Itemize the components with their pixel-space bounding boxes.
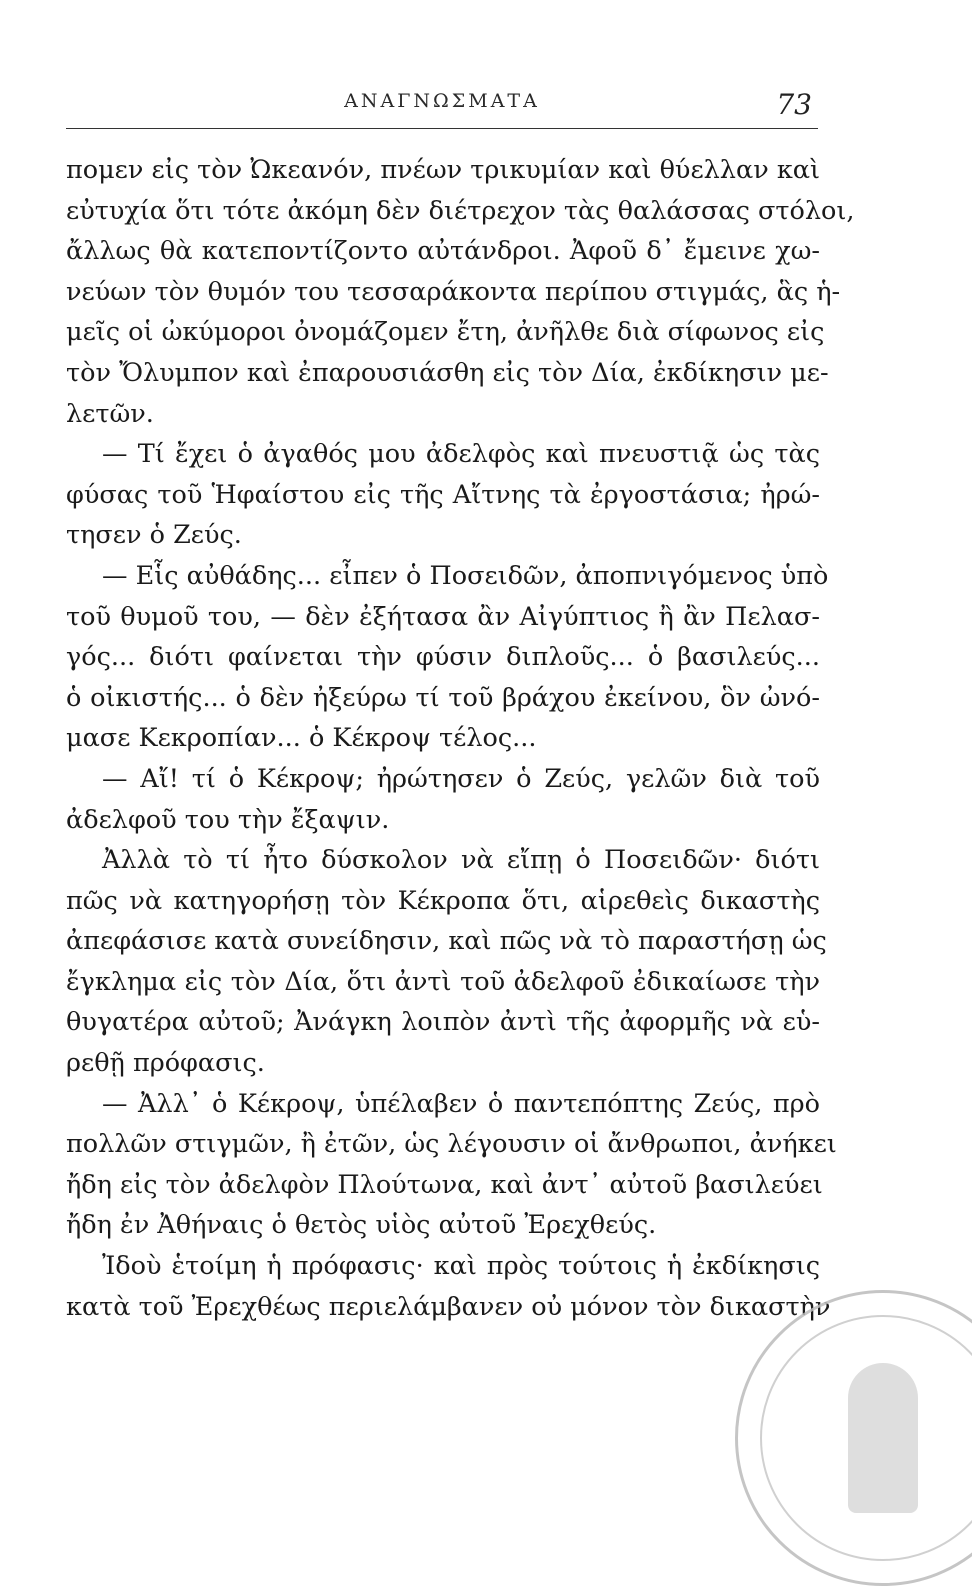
text-line: ὁ οἰκιστής... ὁ δὲν ἠξεύρω τί τοῦ βράχου ἐκείνου, ὃν ὠνό- [66,682,820,713]
text-line: — Αἴ! τί ὁ Κέκροψ; ἠρώτησεν ὁ Ζεύς, γελῶν διὰ τοῦ [102,763,820,794]
text-line: ἔγκλημα εἰς τὸν Δία, ὅτι ἀντὶ τοῦ ἀδελφοῦ ἐδικαίωσε τὴν [66,966,820,997]
text-line: γός... διότι φαίνεται τὴν φύσιν διπλοῦς... ὁ βασιλεύς... [66,642,820,673]
text-line: ἀδελφοῦ του τὴν ἔξαψιν. [66,804,390,835]
text-line: μεῖς οἱ ὠκύμοροι ὀνομάζομεν ἔτη, ἀνῆλθε διὰ σίφωνος εἰς [66,317,825,348]
text-line: νεύων τὸν θυμόν του τεσσαράκοντα περίπου στιγμάς, ἃς ἡ- [66,276,841,307]
text-line: Ἰδοὺ ἑτοίμη ἡ πρόφασις· καὶ πρὸς τούτοις ἡ ἐκδίκησις [102,1251,820,1282]
page-number: 73 [776,88,812,121]
text-line: ἄλλως θὰ κατεποντίζοντο αὐτάνδροι. Ἀφοῦ δ᾽ ἔμεινε χω- [66,236,820,267]
text-line: εὐτυχία ὅτι τότε ἀκόμη δὲν διέτρεχον τὰς θαλάσσας στόλοι, [66,195,855,226]
text-line: τοῦ θυμοῦ του, — δὲν ἐξήτασα ἂν Αἰγύπτιος ἢ ἂν Πελασ- [66,601,820,632]
text-line: Ἀλλὰ τὸ τί ἦτο δύσκολον νὰ εἴπῃ ὁ Ποσειδῶν· διότι [102,845,820,876]
stamp-figure-icon [848,1363,918,1513]
text-line: — Εἷς αὐθάδης... εἶπεν ὁ Ποσειδῶν, ἀποπνιγόμενος ὑπὸ [102,560,829,591]
text-line: — Τί ἔχει ὁ ἀγαθός μου ἀδελφὸς καὶ πνευστιᾷ ὡς τὰς [102,439,820,470]
running-header [66,88,818,129]
text-line: πῶς νὰ κατηγορήσῃ τὸν Κέκροπα ὅτι, αἱρεθεὶς δικαστὴς [66,885,820,916]
text-line: τησεν ὁ Ζεύς. [66,520,242,551]
text-line: λετῶν. [66,398,154,429]
text-line: πολλῶν στιγμῶν, ἢ ἐτῶν, ὡς λέγουσιν οἱ ἄνθρωποι, ἀνήκει [66,1129,837,1160]
text-line: πομεν εἰς τὸν Ὠκεανόν, πνέων τρικυμίαν καὶ θύελλαν καὶ [66,155,820,185]
text-line: κατὰ τοῦ Ἐρεχθέως περιελάμβανεν οὐ μόνον τὸν δικαστὴν [66,1291,831,1322]
text-line: μασε Κεκροπίαν... ὁ Κέκροψ τέλος... [66,723,537,754]
text-line: τὸν Ὄλυμπον καὶ ἐπαρουσιάσθη εἰς τὸν Δία, ἐκδίκησιν με- [66,357,829,388]
text-line: — Ἀλλ᾽ ὁ Κέκροψ, ὑπέλαβεν ὁ παντεπόπτης Ζεύς, πρὸ [102,1088,820,1119]
body-text [66,150,855,1327]
text-line: θυγατέρα αὐτοῦ; Ἀνάγκη λοιπὸν ἀντὶ τῆς ἀφορμῆς νὰ εὑ- [66,1007,820,1038]
text-line: ρεθῇ πρόφασις. [66,1048,265,1079]
running-title: ΑΝΑΓΝΩΣΜΑΤΑ [344,90,540,112]
library-stamp [735,1290,972,1586]
text-line: φύσας τοῦ Ἡφαίστου εἰς τῆς Αἴτνης τὰ ἐργοστάσια; ἠρώ- [66,479,820,510]
text-line: ἤδη εἰς τὸν ἀδελφὸν Πλούτωνα, καὶ ἀντ᾽ αὐτοῦ βασιλεύει [66,1169,823,1200]
text-line: ἤδη ἐν Ἀθήναις ὁ θετὸς υἱὸς αὐτοῦ Ἐρεχθεύς. [66,1210,657,1241]
text-line: ἀπεφάσισε κατὰ συνείδησιν, καὶ πῶς νὰ τὸ παραστήσῃ ὡς [66,926,827,957]
